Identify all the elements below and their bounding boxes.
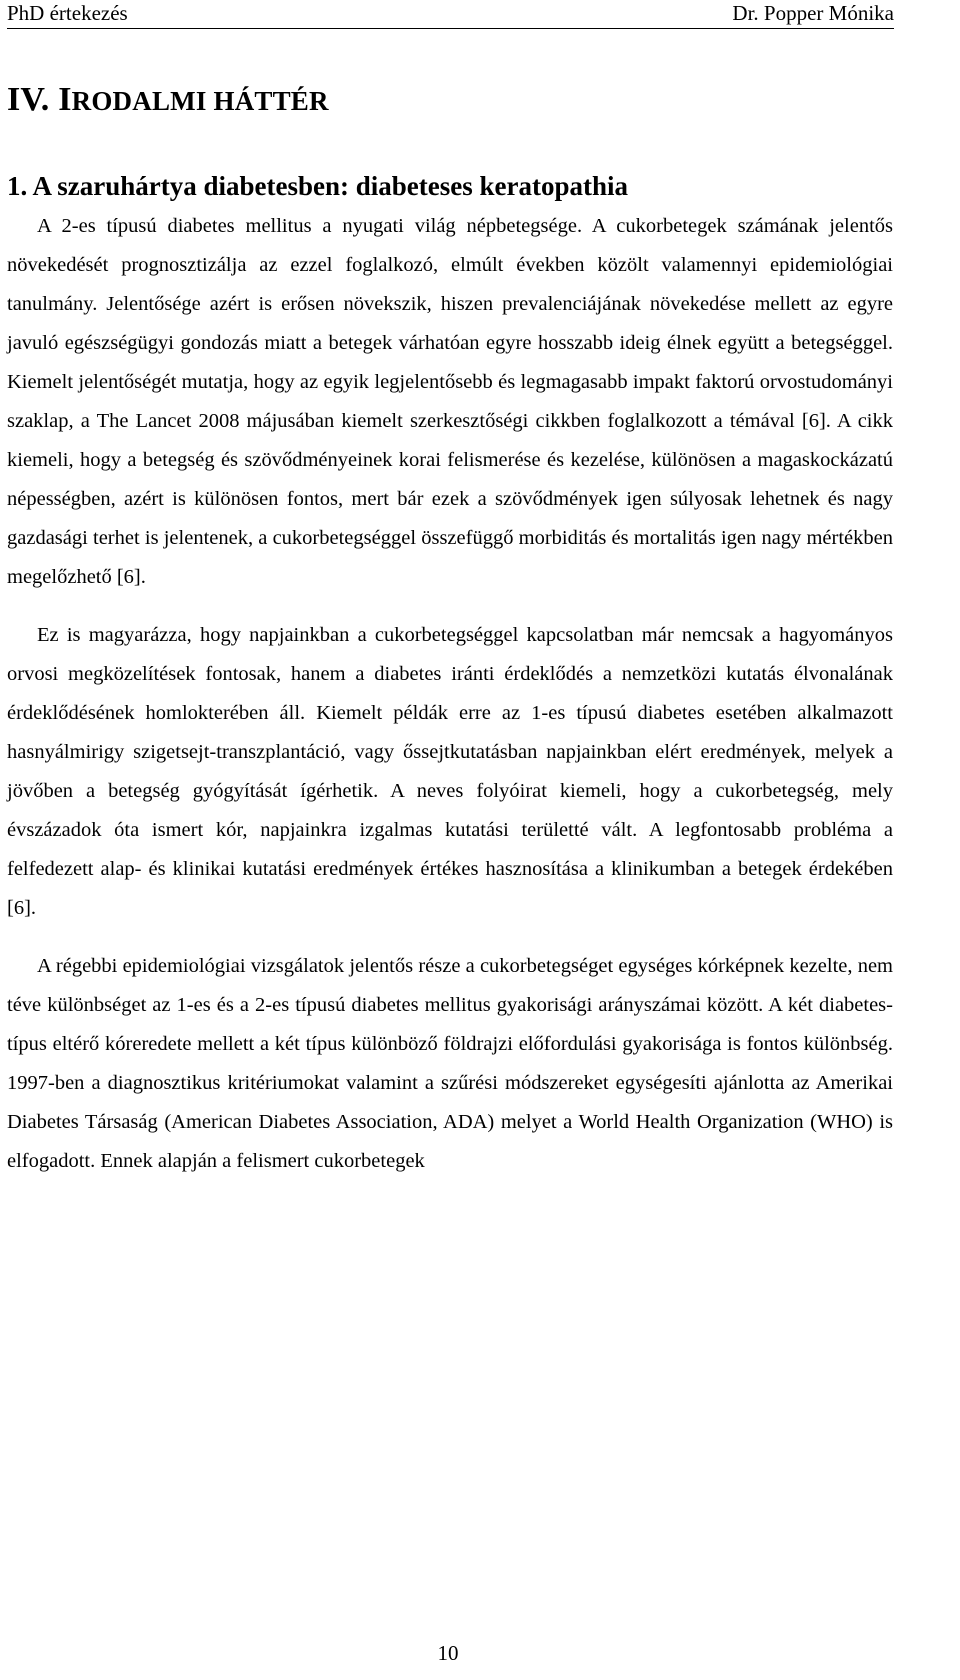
paragraph-1: A 2-es típusú diabetes mellitus a nyugati világ népbetegsége. A cukorbetegek számának jelentős növekedését prognosztizálja az ezzel foglalkozó, elmúlt években közölt valamennyi epidemiológiai tanulmány. Jelentősége azért is erősen növekszik, hiszen prevalenciájának növekedése mellett az egyre javuló egészségügyi gondozás miatt a betegek várhatóan egyre hosszabb ideig élnek együtt a betegséggel. Kiemelt jelentőségét mutatja, hogy az egyik legjelentősebb és legmagasabb impakt faktorú orvostudományi szaklap, a The Lancet 2008 májusában kiemelt szerkesztőségi cikkben foglalkozott a témával [6]. A cikk kiemeli, hogy a betegség és szövődményeinek korai felismerése és kezelése, különösen a magaskockázatú népességben, azért is különösen fontos, mert bár ezek a szövődmények igen súlyosak lehetnek és nagy gazdasági terhet is jelentenek, a cukorbetegséggel összefüggő morbiditás és mortalitás igen nagy mértékben megelőzhető [6]. — [7, 215, 893, 588]
chapter-title-rest: RODALMI HÁTTÉR — [71, 86, 329, 116]
header-right-text: Dr. Popper Mónika — [732, 1, 894, 25]
page-header — [7, 0, 894, 29]
section-title: 1. A szaruhártya diabetesben: diabeteses keratopathia — [7, 171, 628, 201]
page-body — [7, 28, 893, 1181]
paragraph-2: Ez is magyarázza, hogy napjainkban a cukorbetegséggel kapcsolatban már nemcsak a hagyományos orvosi megközelítések fontosak, hanem a diabetes iránti érdeklődés a nemzetközi kutatás élvonalának érdeklődésének homlokterében áll. Kiemelt példák erre az 1-es típusú diabetes esetében alkalmazott hasnyálmirigy szigetsejt-transzplantáció, vagy őssejtkutatásban napjainkban elért eredmények, melyek a jövőben a betegség gyógyítását ígérhetik. A neves folyóirat kiemeli, hogy a cukorbetegség, mely évszázadok óta ismert kór, napjainkra izgalmas kutatási területté vált. A legfontosabb probléma a felfedezett alap- és klinikai kutatási eredmények értékes hasznosítása a klinikumban a betegek érdekében [6]. — [7, 624, 893, 919]
header-left-text: PhD értekezés — [7, 1, 128, 25]
page-number: 10 — [437, 1641, 459, 1665]
chapter-title — [7, 80, 893, 121]
paragraph-3: A régebbi epidemiológiai vizsgálatok jelentős része a cukorbetegséget egységes kórképnek kezelte, nem téve különbséget az 1-es és a 2-es típusú diabetes mellitus gyakorisági arányszámai között. A két diabetes-típus eltérő kóreredete mellett a két típus különböző földrajzi előfordulási gyakorisága is fontos különbség. 1997-ben a diagnosztikus kritériumokat valamint a szűrési módszereket egységesíti ajánlotta az Amerikai Diabetes Társaság (American Diabetes Association, ADA) melyet a World Health Organization (WHO) is elfogadott. Ennek alapján a felismert cukorbetegek — [7, 955, 893, 1172]
chapter-number: IV. I — [7, 81, 72, 118]
